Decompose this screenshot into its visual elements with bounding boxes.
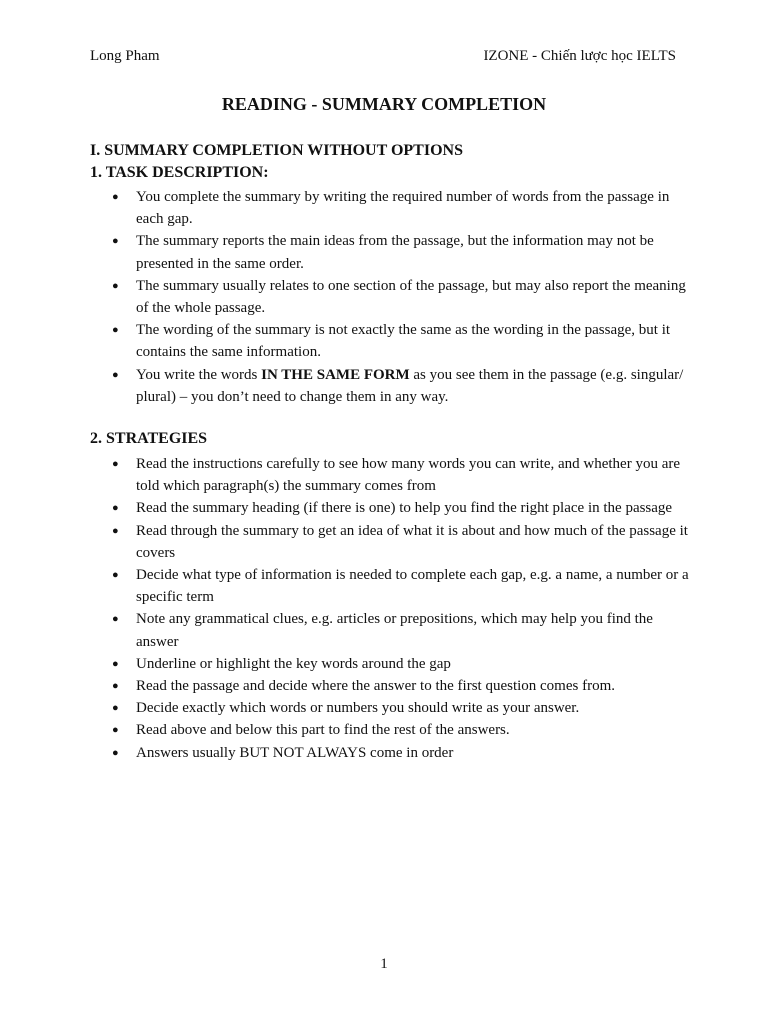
list-item: ● The summary reports the main ideas from the passage, but the information may not be presented in the same order. [90,230,690,274]
section-heading: I. SUMMARY COMPLETION WITHOUT OPTIONS [90,142,463,159]
header-course: IZONE - Chiến lược học IELTS [483,48,676,64]
list-item: ● Read the instructions carefully to see how many words you can write, and whether you are told which paragraph(s) the summary comes from [90,453,690,497]
list-item: ● Read the passage and decide where the answer to the first question comes from. [90,675,690,697]
list-item-text: You write the words [136,366,262,383]
list-item: ● Note any grammatical clues, e.g. articles or prepositions, which may help you find the answer [90,608,690,652]
list-item [90,364,690,408]
list-item: ● Read through the summary to get an idea of what it is about and how much of the passage it covers [90,520,690,564]
strategies-heading: 2. STRATEGIES [90,430,208,447]
list-item: ● Decide what type of information is needed to complete each gap, e.g. a name, a number or a specific term [90,564,690,608]
list-item-text: as you see them in the passage (e.g. singular/ plural) – you don’t need to change them in any way. [136,366,684,405]
list-item: ● Answers usually BUT NOT ALWAYS come in order [90,742,690,764]
page-title: READING - SUMMARY COMPLETION [221,94,547,114]
list-item: ● Read above and below this part to find the rest of the answers. [90,719,690,741]
list-item: ● Decide exactly which words or numbers you should write as your answer. [90,697,690,719]
list-item: ● Underline or highlight the key words around the gap [90,653,690,675]
page-number: 1 [380,956,388,972]
emphasis-text: IN THE SAME FORM [261,366,410,383]
task-description-list [90,186,690,408]
list-item: ● Read the summary heading (if there is one) to help you find the right place in the passage [90,497,690,519]
strategies-list [90,453,690,764]
list-item: ● The summary usually relates to one section of the passage, but may also report the meaning of the whole passage. [90,275,690,319]
list-item: ● You complete the summary by writing the required number of words from the passage in each gap. [90,186,690,230]
header-author: Long Pham [90,48,160,64]
task-description-heading: 1. TASK DESCRIPTION: [90,164,269,181]
list-item: ● The wording of the summary is not exactly the same as the wording in the passage, but it contains the same information. [90,319,690,363]
